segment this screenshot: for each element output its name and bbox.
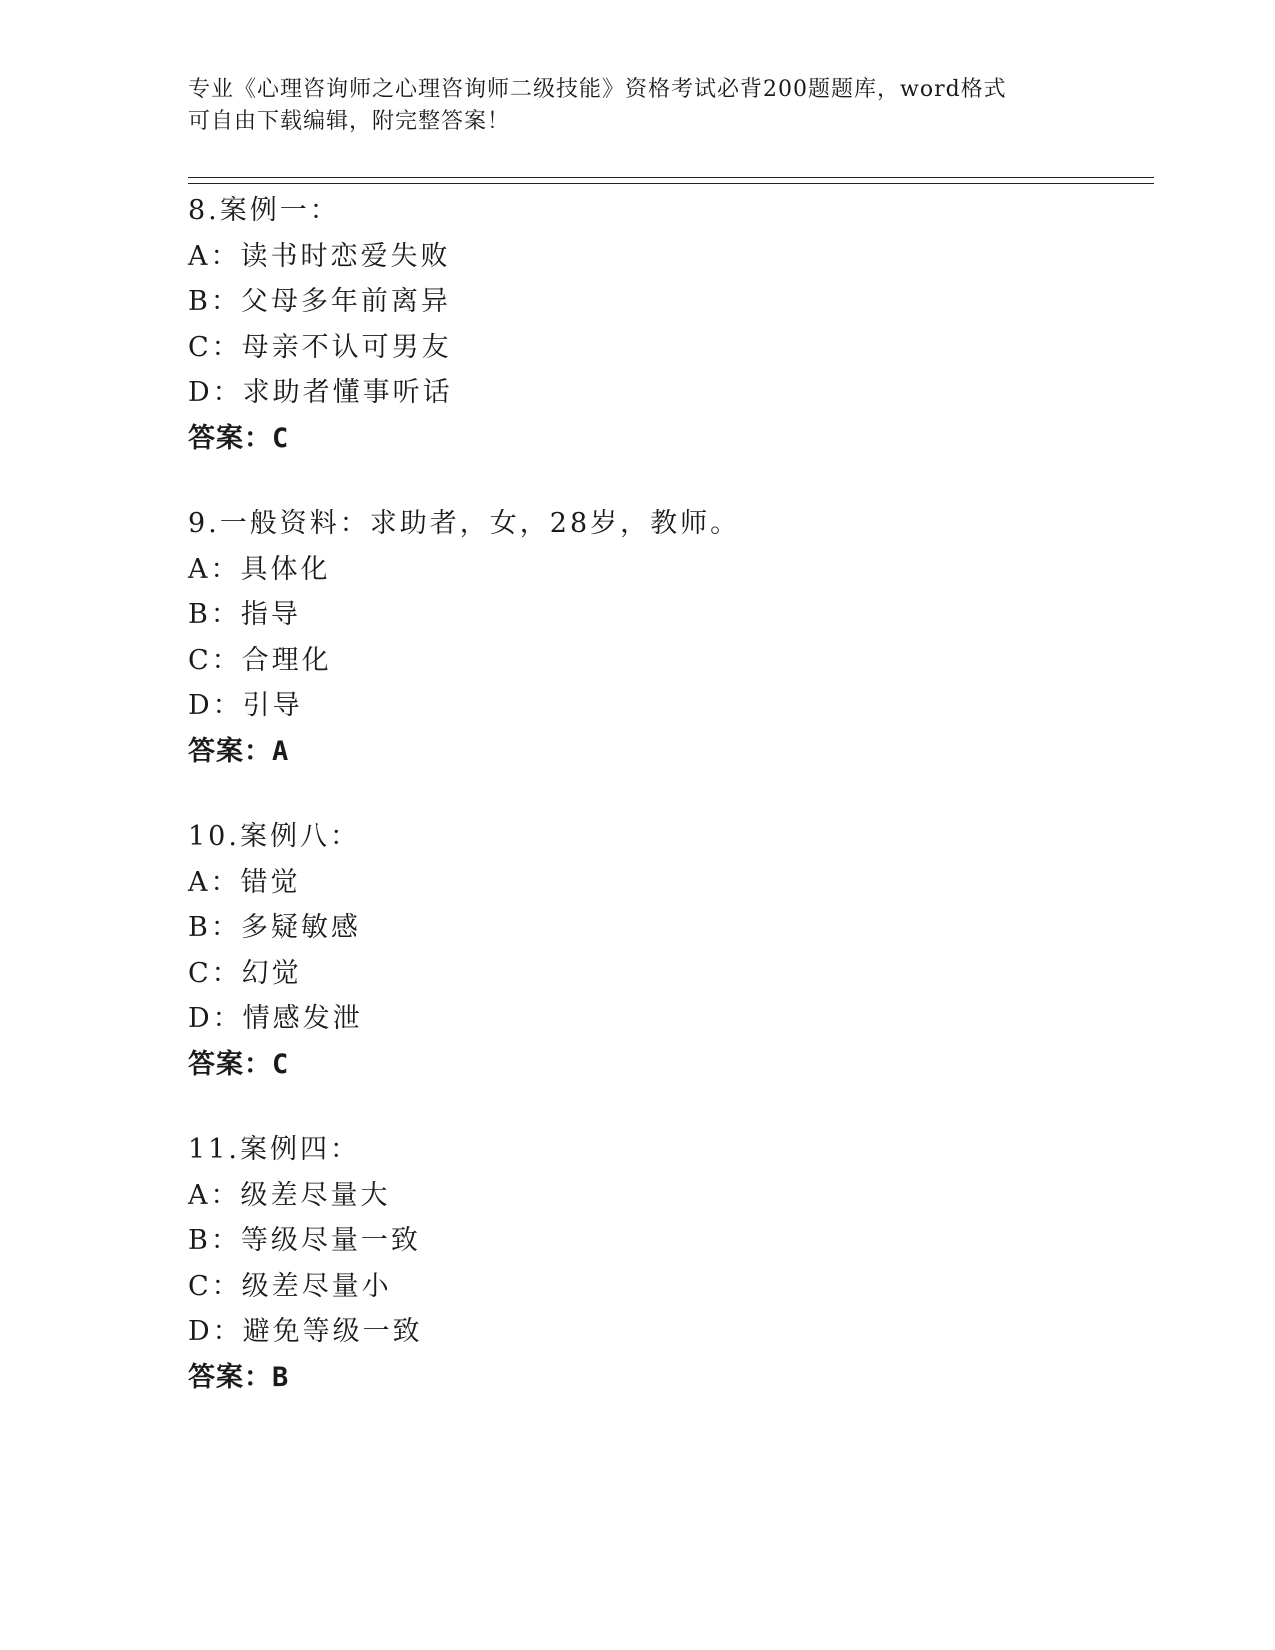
option-a: A：级差尽量大	[188, 1179, 391, 1211]
question-item	[188, 501, 1148, 774]
option-c: C：级差尽量小	[188, 1270, 392, 1302]
answer-line	[188, 1355, 1148, 1401]
answer-line	[188, 1042, 1148, 1088]
answer-label: 答案：	[188, 1048, 272, 1080]
option-b: B：等级尽量一致	[188, 1225, 421, 1256]
option-b: B：父母多年前离异	[188, 286, 451, 317]
question-item	[188, 814, 1148, 1087]
answer-line	[188, 729, 1148, 775]
option-c: C：合理化	[188, 644, 332, 676]
answer-value: A	[272, 735, 290, 767]
option-c: C：幻觉	[188, 957, 302, 989]
answer-line	[188, 416, 1148, 462]
option-d: D：避免等级一致	[188, 1316, 423, 1347]
option-c: C：母亲不认可男友	[188, 331, 452, 363]
answer-value: C	[272, 1048, 290, 1080]
header-title-line-1: 专业《心理咨询师之心理咨询师二级技能》资格考试必背200题题库，word格式	[188, 77, 1007, 102]
question-item	[188, 1127, 1148, 1400]
option-b: B：指导	[188, 599, 301, 630]
answer-value: B	[272, 1361, 290, 1393]
question-stem: 8.案例一：	[188, 195, 340, 226]
answer-label: 答案：	[188, 422, 272, 454]
option-b: B：多疑敏感	[188, 912, 361, 943]
question-stem: 11.案例四：	[188, 1134, 360, 1165]
header-title-line-2: 可自由下载编辑，附完整答案！	[188, 109, 511, 134]
document-header	[188, 74, 1088, 138]
option-a: A：具体化	[188, 553, 331, 585]
question-stem: 10.案例八：	[188, 821, 360, 852]
option-a: A：读书时恋爱失败	[188, 240, 451, 272]
option-a: A：错觉	[188, 866, 301, 898]
question-stem: 9.一般资料：求助者，女，28岁，教师。	[188, 508, 741, 539]
option-d: D：情感发泄	[188, 1003, 363, 1034]
header-divider-top	[188, 177, 1154, 178]
header-divider-bottom	[188, 183, 1154, 184]
answer-label: 答案：	[188, 735, 272, 767]
option-d: D：求助者懂事听话	[188, 377, 453, 408]
option-d: D：引导	[188, 690, 303, 721]
question-item	[188, 188, 1148, 461]
answer-label: 答案：	[188, 1361, 272, 1393]
answer-value: C	[272, 422, 290, 454]
question-list	[188, 188, 1148, 1440]
